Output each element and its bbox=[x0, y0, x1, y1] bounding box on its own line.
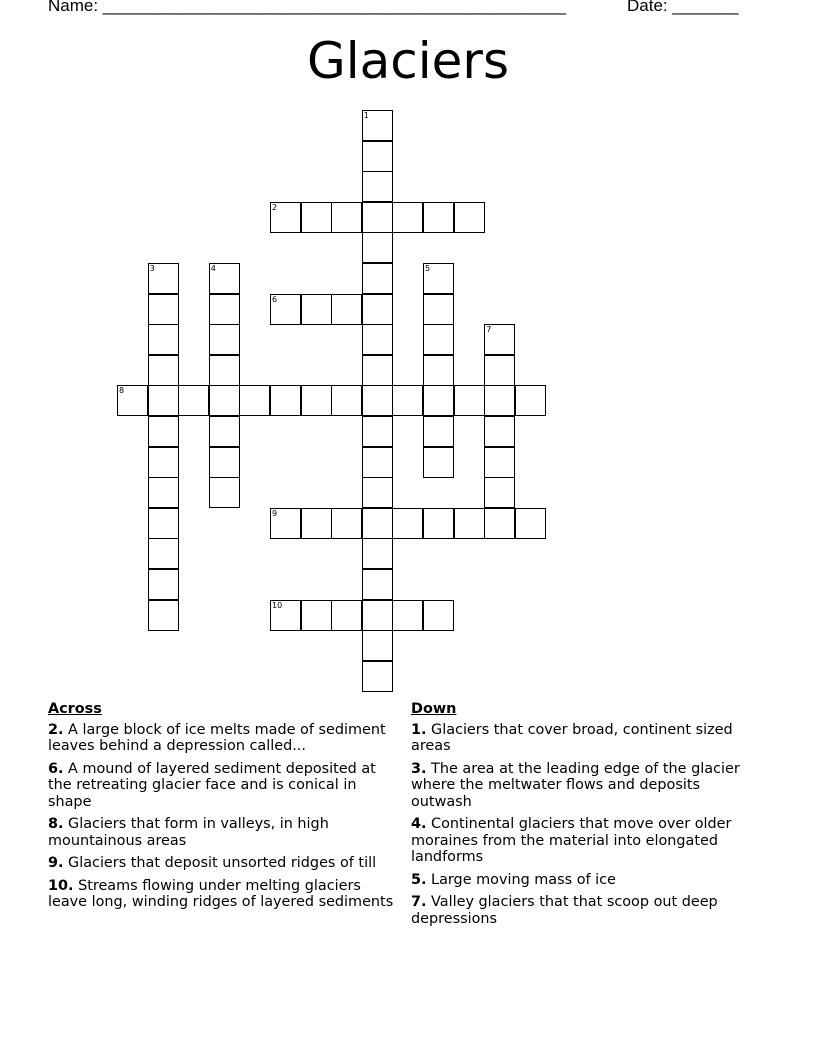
grid-cell[interactable] bbox=[270, 508, 301, 539]
clue-text: Continental glaciers that move over older moraines from the material into elongated landforms bbox=[411, 816, 732, 865]
grid-cell[interactable] bbox=[148, 324, 179, 355]
grid-cell[interactable] bbox=[362, 538, 393, 569]
grid-cell[interactable] bbox=[484, 385, 515, 416]
grid-cell[interactable] bbox=[362, 263, 393, 294]
clue-across-6 bbox=[48, 761, 404, 811]
clue-text: Glaciers that form in valleys, in high mountainous areas bbox=[48, 816, 329, 849]
across-clues bbox=[48, 701, 404, 917]
grid-cell[interactable] bbox=[423, 416, 454, 447]
grid-cell[interactable] bbox=[239, 385, 270, 416]
grid-cell[interactable] bbox=[148, 477, 179, 508]
grid-cell[interactable] bbox=[362, 141, 393, 172]
grid-cell[interactable] bbox=[148, 355, 179, 386]
grid-cell[interactable] bbox=[484, 477, 515, 508]
grid-cell[interactable] bbox=[362, 324, 393, 355]
grid-cell[interactable] bbox=[423, 447, 454, 478]
grid-cell[interactable] bbox=[301, 600, 332, 631]
grid-cell[interactable] bbox=[362, 569, 393, 600]
clue-number: 2. bbox=[48, 721, 64, 738]
cell-number: 1 bbox=[363, 111, 369, 120]
grid-cell[interactable] bbox=[148, 294, 179, 325]
grid-cell[interactable] bbox=[423, 324, 454, 355]
clue-number: 7. bbox=[411, 894, 427, 910]
grid-cell[interactable] bbox=[454, 202, 485, 233]
down-heading: Down bbox=[411, 701, 457, 717]
page-title: Glaciers bbox=[306, 32, 510, 90]
grid-cell[interactable] bbox=[148, 538, 179, 569]
grid-cell[interactable] bbox=[301, 294, 332, 325]
grid-cell[interactable] bbox=[362, 508, 393, 539]
grid-cell[interactable] bbox=[301, 508, 332, 539]
grid-cell[interactable] bbox=[362, 630, 393, 661]
clue-down-7 bbox=[411, 894, 741, 927]
cell-number: 9 bbox=[272, 508, 278, 518]
cell-number: 10 bbox=[272, 600, 283, 610]
cell-number: 5 bbox=[425, 264, 431, 273]
clue-number: 5. bbox=[411, 871, 427, 888]
grid-cell[interactable] bbox=[209, 416, 240, 447]
date-field[interactable]: Date: _______ bbox=[627, 0, 739, 15]
grid-cell[interactable] bbox=[362, 477, 393, 508]
grid-cell[interactable] bbox=[362, 416, 393, 447]
grid-cell[interactable] bbox=[209, 477, 240, 508]
cell-number: 8 bbox=[119, 386, 125, 396]
cell-number: 3 bbox=[149, 264, 155, 273]
clue-across-10 bbox=[48, 878, 404, 911]
grid-cell[interactable] bbox=[270, 202, 301, 233]
grid-cell[interactable] bbox=[209, 385, 240, 416]
clue-across-9 bbox=[48, 855, 404, 872]
clue-number: 4. bbox=[411, 816, 427, 832]
grid-cell[interactable] bbox=[148, 385, 179, 416]
grid-cell[interactable] bbox=[148, 569, 179, 600]
clue-text: Streams flowing under melting glaciers leave long, winding ridges of layered sediments bbox=[48, 877, 394, 910]
clue-number: 1. bbox=[411, 721, 427, 738]
across-heading: Across bbox=[48, 701, 102, 717]
grid-cell[interactable] bbox=[362, 110, 393, 141]
cell-number: 7 bbox=[486, 325, 492, 335]
grid-cell[interactable] bbox=[362, 171, 393, 202]
grid-cell[interactable] bbox=[423, 263, 454, 294]
grid-cell[interactable] bbox=[148, 600, 179, 631]
clue-down-3 bbox=[411, 761, 741, 811]
clue-number: 6. bbox=[48, 760, 64, 777]
grid-cell[interactable] bbox=[423, 385, 454, 416]
grid-cell[interactable] bbox=[423, 355, 454, 386]
grid-cell[interactable] bbox=[392, 508, 423, 539]
clue-number: 8. bbox=[48, 816, 64, 832]
grid-cell[interactable] bbox=[484, 324, 515, 355]
clue-text: Valley glaciers that that scoop out deep depressions bbox=[411, 894, 718, 927]
grid-cell[interactable] bbox=[148, 263, 179, 294]
clue-text: Glaciers that cover broad, continent sized areas bbox=[411, 721, 733, 754]
grid-cell[interactable] bbox=[362, 600, 393, 631]
grid-cell[interactable] bbox=[362, 202, 393, 233]
grid-cell[interactable] bbox=[331, 294, 362, 325]
clue-down-4 bbox=[411, 816, 741, 866]
grid-cell[interactable] bbox=[209, 324, 240, 355]
grid-cell[interactable] bbox=[148, 447, 179, 478]
clue-text: A large block of ice melts made of sediment leaves behind a depression called... bbox=[48, 721, 386, 754]
clue-number: 9. bbox=[48, 855, 64, 871]
grid-cell[interactable] bbox=[423, 294, 454, 325]
grid-cell[interactable] bbox=[331, 600, 362, 631]
grid-cell[interactable] bbox=[270, 600, 301, 631]
grid-cell[interactable] bbox=[484, 355, 515, 386]
grid-cell[interactable] bbox=[362, 232, 393, 263]
clue-down-1 bbox=[411, 722, 741, 755]
grid-cell[interactable] bbox=[362, 355, 393, 386]
grid-cell[interactable] bbox=[301, 202, 332, 233]
grid-cell[interactable] bbox=[484, 447, 515, 478]
clue-number: 10. bbox=[48, 877, 74, 894]
grid-cell[interactable] bbox=[331, 202, 362, 233]
grid-cell[interactable] bbox=[148, 508, 179, 539]
clue-across-2 bbox=[48, 722, 404, 755]
grid-cell[interactable] bbox=[454, 508, 485, 539]
grid-cell[interactable] bbox=[484, 508, 515, 539]
grid-cell[interactable] bbox=[484, 416, 515, 447]
grid-cell[interactable] bbox=[392, 600, 423, 631]
grid-cell[interactable] bbox=[515, 385, 546, 416]
grid-cell[interactable] bbox=[515, 508, 546, 539]
grid-cell[interactable] bbox=[362, 294, 393, 325]
clue-text: Glaciers that deposit unsorted ridges of till bbox=[63, 855, 377, 871]
grid-cell[interactable] bbox=[392, 202, 423, 233]
grid-cell[interactable] bbox=[209, 294, 240, 325]
grid-cell[interactable] bbox=[331, 385, 362, 416]
grid-cell[interactable] bbox=[362, 385, 393, 416]
grid-cell[interactable] bbox=[423, 600, 454, 631]
clue-text: A mound of layered sediment deposited at the retreating glacier face and is conical in shape bbox=[48, 760, 376, 810]
grid-cell[interactable] bbox=[392, 385, 423, 416]
grid-cell[interactable] bbox=[331, 508, 362, 539]
grid-cell[interactable] bbox=[178, 385, 209, 416]
clue-text: The area at the leading edge of the glacier where the meltwater flows and deposits outwash bbox=[411, 760, 740, 810]
grid-cell[interactable] bbox=[423, 202, 454, 233]
grid-cell[interactable] bbox=[301, 385, 332, 416]
clue-down-5 bbox=[411, 872, 741, 889]
cell-number: 6 bbox=[272, 294, 278, 304]
grid-cell[interactable] bbox=[117, 385, 148, 416]
grid-cell[interactable] bbox=[148, 416, 179, 447]
grid-cell[interactable] bbox=[423, 508, 454, 539]
grid-cell[interactable] bbox=[270, 294, 301, 325]
grid-cell[interactable] bbox=[270, 385, 301, 416]
clue-text: Large moving mass of ice bbox=[426, 871, 616, 888]
clue-across-8 bbox=[48, 816, 404, 849]
grid-cell[interactable] bbox=[362, 447, 393, 478]
grid-cell[interactable] bbox=[209, 447, 240, 478]
cell-number: 4 bbox=[210, 264, 216, 273]
grid-cell[interactable] bbox=[209, 263, 240, 294]
grid-cell[interactable] bbox=[209, 355, 240, 386]
grid-cell[interactable] bbox=[454, 385, 485, 416]
cell-number: 2 bbox=[272, 202, 278, 212]
down-clues bbox=[411, 701, 741, 933]
name-field[interactable]: Name: _________________________________________________ bbox=[48, 0, 567, 15]
grid-cell[interactable] bbox=[362, 661, 393, 692]
clue-number: 3. bbox=[411, 760, 427, 777]
